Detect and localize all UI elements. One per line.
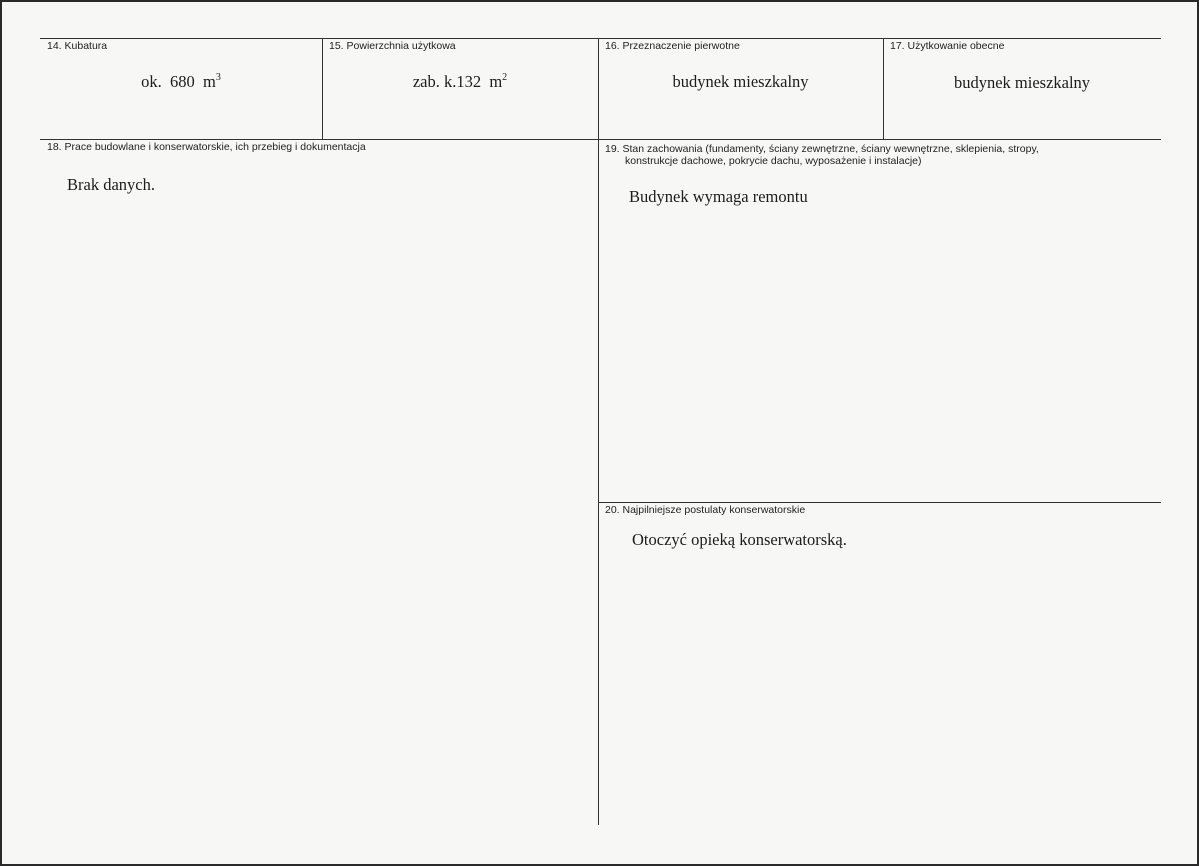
field-20-value: Otoczyć opieką konserwatorską. [632,530,847,549]
field-15-label: 15. Powierzchnia użytkowa [329,40,456,52]
field-14-value-text: ok. 680 m [141,72,216,91]
field-18-value: Brak danych. [67,175,155,194]
field-15-value [322,72,598,92]
field-19-label-line2: konstrukcje dachowe, pokrycie dachu, wyposażenie i instalacje) [625,155,922,167]
field-14-value [40,72,322,92]
divider-main [598,38,599,825]
field-20-label: 20. Najpilniejsze postulaty konserwatorskie [605,504,806,516]
section-20-rule [598,502,1161,503]
field-16-label: 16. Przeznaczenie pierwotne [605,40,740,52]
field-17-label: 17. Użytkowanie obecne [890,40,1005,52]
row-separator-rule [40,139,1161,140]
field-14-label: 14. Kubatura [47,40,108,52]
field-18-label: 18. Prace budowlane i konserwatorskie, ich przebieg i dokumentacja [47,141,366,153]
top-row-rule [40,38,1161,39]
field-16-value: budynek mieszkalny [672,72,809,91]
field-14-value-exponent: 3 [215,72,221,83]
field-19-label-line1: 19. Stan zachowania (fundamenty, ściany zewnętrzne, ściany wewnętrzne, sklepienia, stropy, [605,143,1039,155]
field-17-value: budynek mieszkalny [953,73,1091,92]
field-15-value-exponent: 2 [502,72,508,83]
field-19-value: Budynek wymaga remontu [629,187,808,206]
field-15-value-text: zab. k.132 m [412,72,503,91]
